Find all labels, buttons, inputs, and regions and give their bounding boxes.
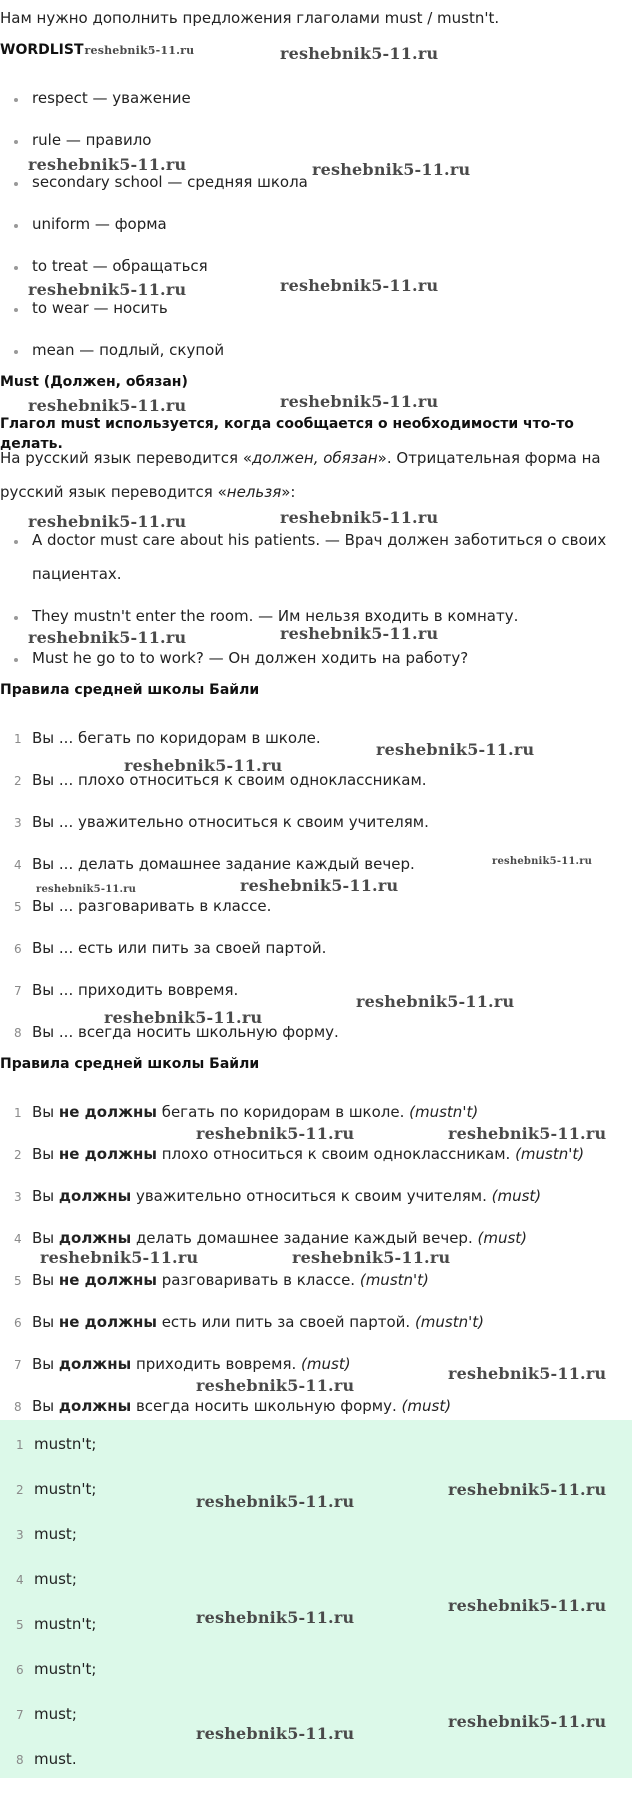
- page: Нам нужно дополнить предложения глаголами must / mustn't. WORDLISTreshebnik5-11.ru respect — уважение rule — правило secondary school — средняя школа uniform — форма to treat — обращаться to wear — носить mean — подлый, скупой Must (Должен, обязан) Глагол must используется, когда сообщается о необходимости что-то делать. На русский язык переводится «должен, обязан». Отрицательная форма на русский язык переводится «нельзя»: A doctor must care about his patients. — Врач должен заботиться о своих пациентах. They mustn't enter the room. — Им нельзя входить в комнату. Must he go to to work? — Он должен ходить на работу? Правила средней школы Байли 1 Вы ... бегать по коридорам в школе. 2 Вы ... плохо относиться к своим одноклассникам. 3 Вы ... уважительно относиться к своим учителям. 4 Вы ... делать домашнее задание каждый вечер. 5 Вы ... разговаривать в классе. 6 Вы ... есть или пить за своей партой. 7 Вы ... приходить вовремя. 8 Вы ... всегда носить школьную форму. Правила средней школы Байли 1 Вы не должны бегать по коридорам в школе. (mustn't) 2 Вы не должны плохо относиться к своим одноклассникам. (mustn't) 3 Вы должны уважительно относиться к своим учителям. (must) 4 Вы должны делать домашнее задание каждый вечер. (must) 5 Вы не должны разговаривать в классе. (mustn't) 6 Вы не должны есть или пить за своей партой. (mustn't) 7 Вы должны приходить вовремя. (must) 8 Вы должны всегда носить школьную форму. (must) 1 mustn't; 2 mustn't; 3 must; 4 must; 5 mustn't; 6 mustn't; 7 must; 8 must. reshebnik5-11.ru reshebnik5-11.ru reshebnik5-11.ru reshebnik5-11.ru reshebnik5-11.ru reshebnik5-11.ru reshebnik5-11.ru reshebnik5-11.ru reshebnik5-11.ru reshebnik5-11.ru reshebnik5-11.ru reshebnik5-11.ru reshebnik5-11.ru reshebnik5-11.ru reshebnik5-11.ru reshebnik5-11.ru reshebnik5-11.ru reshebnik5-11.ru reshebnik5-11.ru reshebnik5-11.ru reshebnik5-11.ru reshebnik5-11.ru reshebnik5-11.ru reshebnik5-11.ru reshebnik5-11.ru reshebnik5-11.ru reshebnik5-11.ru reshebnik5-11.ru reshebnik5-11.ru reshebnik5-11.ru: [0, 0, 632, 1806]
- watermark: reshebnik5-11.ru: [28, 396, 187, 415]
- wordlist-item: mean — подлый, скупой: [14, 340, 224, 360]
- watermark: reshebnik5-11.ru: [40, 1248, 199, 1267]
- wordlist-item: rule — правило: [14, 130, 151, 150]
- watermark: reshebnik5-11.ru: [448, 1596, 607, 1615]
- answers-block: 1 mustn't; 2 mustn't; 3 must; 4 must; 5 mustn't; 6 mustn't; 7 must; 8 must.: [0, 1420, 632, 1778]
- watermark: reshebnik5-11.ru: [104, 1008, 263, 1027]
- example-item: A doctor must care about his patients. — Врач должен заботиться о своих: [14, 530, 606, 550]
- wordlist-title-text: WORDLIST: [0, 42, 84, 58]
- watermark: reshebnik5-11.ru: [240, 876, 399, 895]
- watermark: reshebnik5-11.ru: [196, 1608, 355, 1627]
- solution-heading: Правила средней школы Байли: [0, 1056, 260, 1072]
- watermark: reshebnik5-11.ru: [28, 280, 187, 299]
- watermark: reshebnik5-11.ru: [376, 740, 535, 759]
- watermark: reshebnik5-11.ru: [124, 756, 283, 775]
- wordlist-item: uniform — форма: [14, 214, 167, 234]
- watermark: reshebnik5-11.ru: [448, 1364, 607, 1383]
- grammar-paragraph-line2: русский язык переводится «нельзя»:: [0, 483, 296, 501]
- watermark: reshebnik5-11.ru: [196, 1724, 355, 1743]
- watermark: reshebnik5-11.ru: [84, 44, 195, 57]
- watermark: reshebnik5-11.ru: [28, 155, 187, 174]
- watermark: reshebnik5-11.ru: [492, 856, 593, 867]
- wordlist-title: [0, 40, 194, 61]
- watermark: reshebnik5-11.ru: [292, 1248, 451, 1267]
- example-item: They mustn't enter the room. — Им нельзя входить в комнату.: [14, 606, 518, 626]
- watermark: reshebnik5-11.ru: [280, 624, 439, 643]
- must-heading: Must (Должен, обязан): [0, 374, 188, 390]
- wordlist-item: secondary school — средняя школа: [14, 172, 308, 192]
- intro-text: Нам нужно дополнить предложения глаголами must / mustn't.: [0, 9, 500, 27]
- watermark: reshebnik5-11.ru: [312, 160, 471, 179]
- watermark: reshebnik5-11.ru: [448, 1480, 607, 1499]
- must-subheading: Глагол must используется, когда сообщается о необходимости что-то делать.: [0, 416, 574, 452]
- grammar-paragraph-line1: На русский язык переводится «должен, обязан». Отрицательная форма на: [0, 449, 601, 467]
- watermark: reshebnik5-11.ru: [196, 1492, 355, 1511]
- wordlist-item: respect — уважение: [14, 88, 191, 108]
- wordlist-item: to treat — обращаться: [14, 256, 208, 276]
- watermark: reshebnik5-11.ru: [28, 628, 187, 647]
- watermark: reshebnik5-11.ru: [28, 512, 187, 531]
- watermark: reshebnik5-11.ru: [280, 392, 439, 411]
- example-item: Must he go to to work? — Он должен ходить на работу?: [14, 648, 468, 668]
- watermark: reshebnik5-11.ru: [280, 276, 439, 295]
- wordlist-item: to wear — носить: [14, 298, 168, 318]
- watermark: reshebnik5-11.ru: [196, 1376, 355, 1395]
- watermark: reshebnik5-11.ru: [356, 992, 515, 1011]
- watermark: reshebnik5-11.ru: [448, 1124, 607, 1143]
- example-item-continuation: пациентах.: [32, 565, 122, 583]
- task-heading: Правила средней школы Байли: [0, 682, 260, 698]
- watermark: reshebnik5-11.ru: [280, 44, 439, 63]
- watermark: reshebnik5-11.ru: [196, 1124, 355, 1143]
- watermark: reshebnik5-11.ru: [280, 508, 439, 527]
- watermark: reshebnik5-11.ru: [36, 884, 137, 895]
- watermark: reshebnik5-11.ru: [448, 1712, 607, 1731]
